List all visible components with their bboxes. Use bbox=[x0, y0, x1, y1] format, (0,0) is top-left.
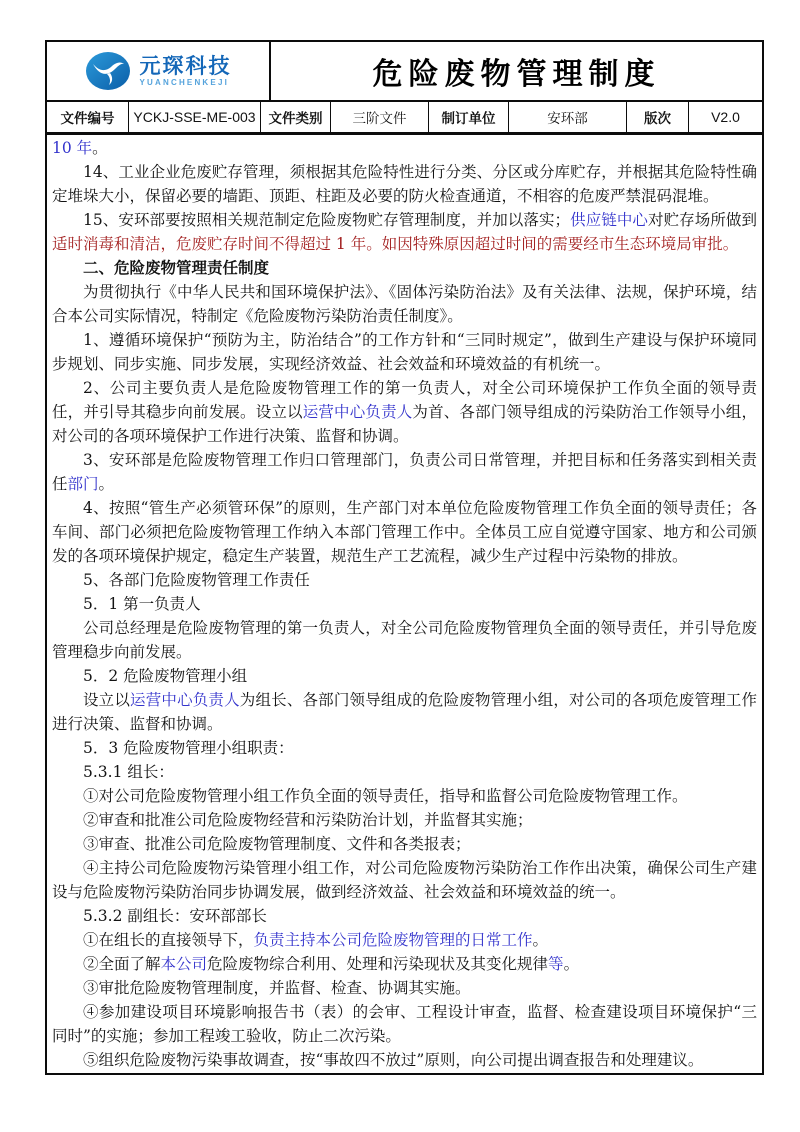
version-value: V2.0 bbox=[711, 109, 740, 125]
paragraph bbox=[52, 976, 757, 1000]
paragraph bbox=[52, 784, 757, 808]
paragraph bbox=[52, 160, 757, 208]
doc-type-value: 三阶文件 bbox=[331, 102, 429, 132]
highlighted-text: 等 bbox=[548, 955, 564, 973]
highlighted-text: 本公司 bbox=[160, 955, 208, 973]
highlighted-text: 运营中心负责人 bbox=[130, 691, 240, 709]
paragraph bbox=[52, 328, 757, 376]
doc-number-label: 文件编号 bbox=[47, 102, 129, 132]
text-run: 4、按照“管生产必须管环保”的原则，生产部门对本单位危险废物管理工作负全面的领导责任；各车间、部门必须把危险废物管理工作纳入本部门管理工作中。全体员工应自觉遵守国家、地方和公司颁发的各项环境保护规定，稳定生产装置，规范生产工艺流程，减少生产过程中污染物的排放。 bbox=[52, 499, 757, 565]
text-run: 1、遵循环境保护“预防为主，防治结合”的工作方针和“三同时规定”，做到生产建设与保护环境同步规划、同步实施、同步发展，实现经济效益、社会效益和环境效益的有机统一。 bbox=[52, 331, 757, 373]
paragraph bbox=[52, 664, 757, 688]
paragraph bbox=[52, 592, 757, 616]
paragraph bbox=[52, 832, 757, 856]
company-logo bbox=[47, 42, 271, 100]
paragraph bbox=[52, 760, 757, 784]
header-row bbox=[47, 42, 762, 102]
text-run: 5．3 危险废物管理小组职责： bbox=[83, 739, 294, 757]
paragraph bbox=[52, 568, 757, 592]
text-run: 对贮存场所做到 bbox=[648, 211, 757, 229]
section-heading bbox=[52, 256, 757, 280]
text-run: ①对公司危险废物管理小组工作负全面的领导责任，指导和监督公司危险废物管理工作。 bbox=[83, 787, 688, 805]
text-run: 为组长、各部门领导组成的危险废物管理小组，对公司的各项危废管理工作进行决策、监督和协调。 bbox=[52, 691, 757, 733]
text-run: 二、危险废物管理责任制度 bbox=[83, 258, 270, 277]
paragraph bbox=[52, 736, 757, 760]
paragraph bbox=[52, 208, 757, 256]
company-name bbox=[139, 53, 232, 87]
text-run: 为贯彻执行《中华人民共和国环境保护法》、《固体污染防治法》及有关法律、法规，保护环境，结合本公司实际情况，特制定《危险废物污染防治责任制度》。 bbox=[52, 283, 757, 325]
text-run: ③审查、批准公司危险废物管理制度、文件和各类报表； bbox=[83, 835, 471, 853]
text-run: ④主持公司危险废物污染管理小组工作，对公司危险废物污染防治工作作出决策，确保公司生产建设与危险废物污染防治同步协调发展，做到经济效益、社会效益和环境效益的统一。 bbox=[52, 859, 757, 901]
company-logo-icon bbox=[85, 51, 131, 91]
paragraph bbox=[52, 928, 757, 952]
doc-type-label: 文件类别 bbox=[261, 102, 331, 132]
paragraph bbox=[52, 808, 757, 832]
text-run: 设立以 bbox=[83, 691, 131, 709]
text-run: 5．2 危险废物管理小组 bbox=[83, 667, 248, 685]
company-name-cn: 元琛科技 bbox=[139, 53, 232, 78]
document-body bbox=[47, 135, 762, 1073]
paragraph bbox=[52, 376, 757, 448]
paragraph bbox=[52, 496, 757, 568]
text-run: ⑤组织危险废物污染事故调查，按“事故四不放过”原则，向公司提出调查报告和处理建议。 bbox=[83, 1051, 704, 1069]
text-run: ④参加建设项目环境影响报告书（表）的会审、工程设计审查，监督、检查建设项目环境保护“三同时”的实施；参加工程竣工验收，防止二次污染。 bbox=[52, 1003, 757, 1045]
paragraph bbox=[52, 1048, 757, 1072]
document-frame bbox=[45, 40, 764, 1075]
issuing-unit-value: 安环部 bbox=[509, 102, 627, 132]
issuing-unit-label: 制订单位 bbox=[429, 102, 509, 132]
company-name-en: YUANCHENKEJI bbox=[139, 77, 230, 87]
highlighted-text: 供应链中心 bbox=[570, 211, 649, 229]
text-run: 为首、各部门领导组成的污染防治工作领导小组，对公司的各项环境保护工作进行决策、监督和协调。 bbox=[52, 403, 757, 445]
highlighted-text: 部门 bbox=[67, 475, 99, 493]
paragraph bbox=[52, 952, 757, 976]
text-run: 公司总经理是危险废物管理的第一负责人，对全公司危险废物管理负全面的领导责任，并引导危废管理稳步向前发展。 bbox=[52, 619, 757, 661]
text-run: 。 bbox=[92, 139, 108, 157]
paragraph bbox=[52, 280, 757, 328]
paragraph bbox=[52, 904, 757, 928]
text-run: ②全面了解 bbox=[83, 955, 161, 973]
text-run: 2、公司主要负责人是危险废物管理工作的第一负责人，对全公司环境保护工作负全面的领导责任，并引导其稳步向前发展。设立以 bbox=[52, 379, 757, 421]
paragraph bbox=[52, 136, 757, 160]
highlighted-text: 运营中心负责人 bbox=[302, 403, 413, 421]
document-title: 危险废物管理制度 bbox=[372, 57, 661, 92]
paragraph bbox=[52, 856, 757, 904]
highlighted-text: 适时消毒和清洁，危废贮存时间不得超过 1 年。如因特殊原因超过时间的需要经市生态环境局审批。 bbox=[52, 235, 739, 253]
text-run: 。 bbox=[563, 955, 580, 973]
doc-number-value: YCKJ-SSE-ME-003 bbox=[129, 102, 261, 132]
text-run: 5.3.2 副组长：安环部部长 bbox=[83, 907, 267, 925]
paragraph bbox=[52, 688, 757, 736]
highlighted-text: 负责主持本公司危险废物管理的日常工作 bbox=[253, 931, 533, 949]
text-run: 15、安环部要按照相关规范制定危险废物贮存管理制度，并加以落实； bbox=[83, 211, 571, 229]
text-run: ②审查和批准公司危险废物经营和污染防治计划，并监督其实施； bbox=[83, 811, 533, 829]
version-label: 版次 bbox=[627, 102, 689, 132]
paragraph bbox=[52, 616, 757, 664]
paragraph bbox=[52, 448, 757, 496]
paragraph bbox=[52, 1000, 757, 1048]
meta-row bbox=[47, 102, 762, 135]
text-run: 5．1 第一负责人 bbox=[83, 595, 201, 613]
text-run: ①在组长的直接领导下， bbox=[83, 931, 254, 949]
text-run: ③审批危险废物管理制度，并监督、检查、协调其实施。 bbox=[83, 979, 471, 997]
text-run: 。 bbox=[532, 931, 549, 949]
text-run: 危险废物综合利用、处理和污染现状及其变化规律 bbox=[207, 955, 549, 973]
text-run: 。 bbox=[98, 475, 115, 493]
text-run: 5.3.1 组长： bbox=[83, 763, 174, 781]
highlighted-text: 10 年 bbox=[52, 139, 93, 157]
text-run: 5、各部门危险废物管理工作责任 bbox=[83, 571, 310, 589]
text-run: 3、安环部是危险废物管理工作归口管理部门，负责公司日常管理，并把目标和任务落实到相关责任 bbox=[52, 451, 757, 493]
text-run: 14、工业企业危废贮存管理，须根据其危险特性进行分类、分区或分库贮存，并根据其危险特性确定堆垛大小，保留必要的墙距、顶距、柱距及必要的防火检查通道，不相容的危废严禁混码混堆。 bbox=[52, 163, 757, 205]
